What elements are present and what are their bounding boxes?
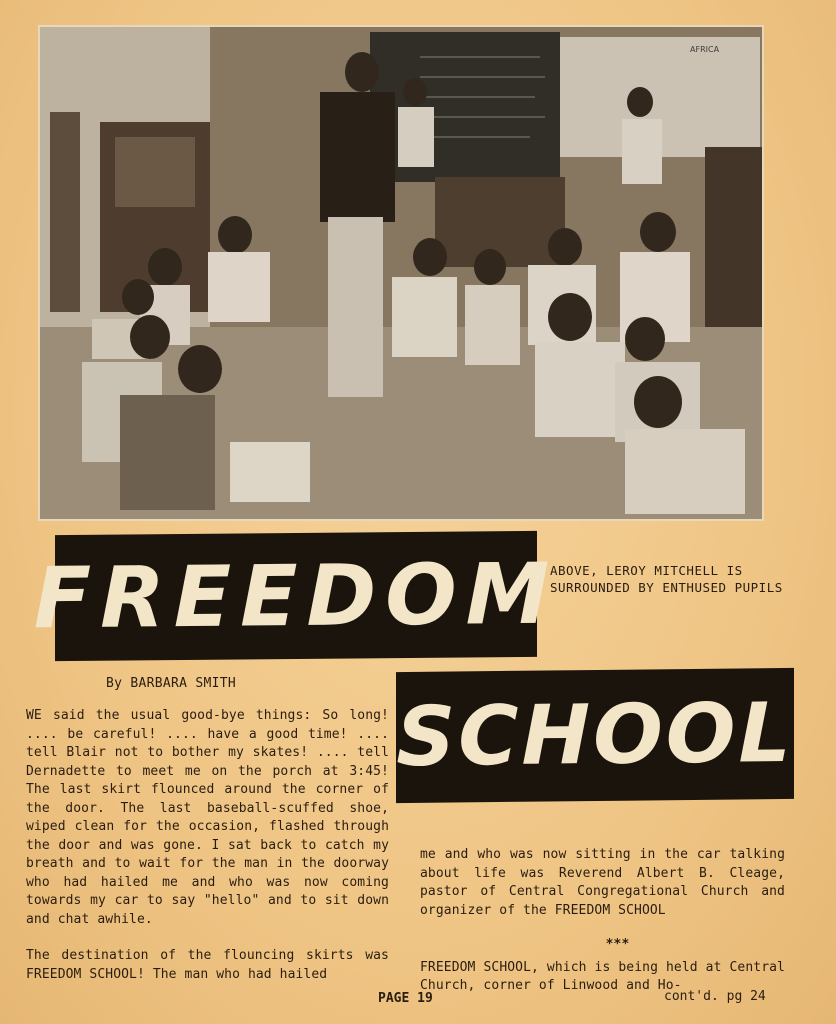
article-paragraph: WE said the usual good-bye things: So long! .... be careful! .... have a good time! .... tell Blair not to bother my skates! .... tell Dernadette to meet me on the porch at 3:45! The last skirt flounced around the corner of the door. The last baseball-scuffed shoe, wiped clean for the occasion, flashed through the door and was gone. I sat back to catch my breath and to wait for the man in the doorway who had hailed me and who was now coming towards my car to say "hello" and to sit down and chat awhile.: [26, 708, 389, 927]
headline-school: SCHOOL: [396, 668, 794, 803]
article-column-left: [26, 707, 389, 984]
article-paragraph: me and who was now sitting in the car talking about life was Reverend Albert B. Cleage, pastor of Central Congregational Church and organizer of the FREEDOM SCHOOL: [420, 847, 785, 918]
article-column-right: [420, 846, 785, 996]
page-number: PAGE 19: [378, 991, 433, 1006]
classroom-photo: [38, 25, 764, 521]
map-label: AFRICA: [690, 45, 720, 54]
article-paragraph: The destination of the flouncing skirts was FREEDOM SCHOOL! The man who had hailed: [26, 948, 389, 982]
section-separator: ***: [605, 937, 630, 952]
photo-caption: ABOVE, LEROY MITCHELL IS SURROUNDED BY ENTHUSED PUPILS: [550, 563, 783, 595]
headline-freedom: FREEDOM: [55, 531, 537, 661]
continued-note: cont'd. pg 24: [664, 989, 766, 1004]
article-paragraph: FREEDOM SCHOOL, which is being held at Central Church, corner of Linwood and Ho-: [420, 959, 785, 993]
byline: By BARBARA SMITH: [106, 676, 237, 691]
